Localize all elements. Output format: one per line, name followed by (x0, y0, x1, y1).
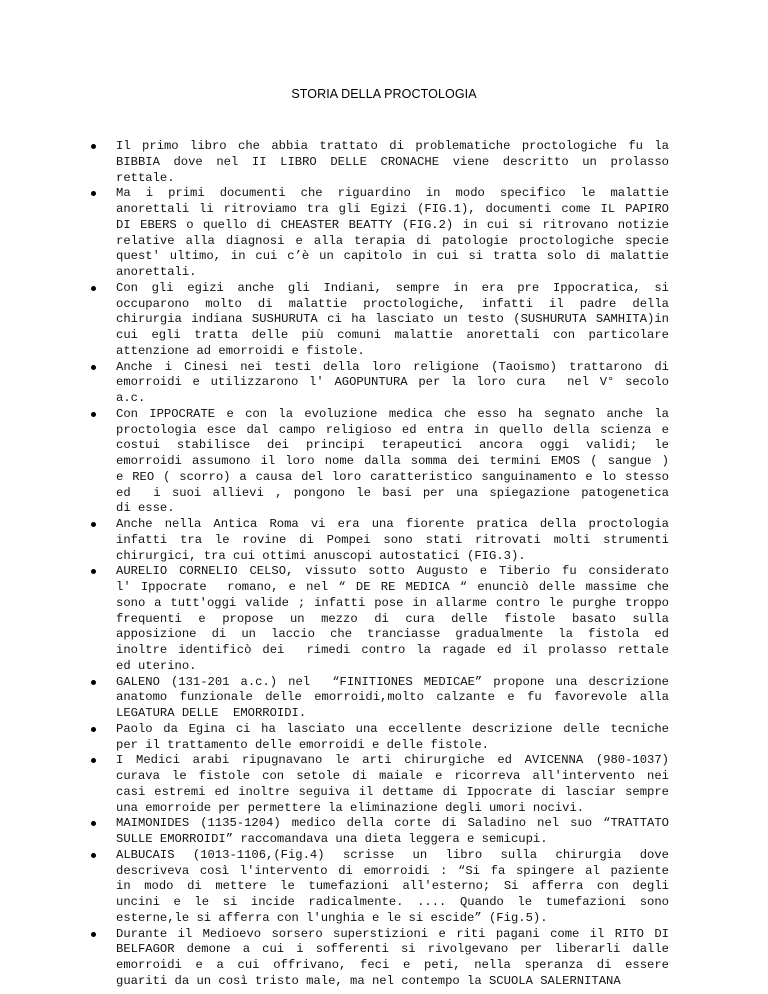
list-item (0, 816, 768, 848)
list-item (0, 722, 768, 754)
text-line: descriveva così l'intervento di emorroidi : “Si fa spingere al paziente (116, 863, 669, 878)
text-line: chirurgici, tra cui ottimi anuscopi autostatici (FIG.3). (116, 548, 526, 563)
bullet-icon (91, 727, 96, 732)
text-line: infatti tra le rovine di Pompei sono stati ritrovati molti strumenti (116, 532, 669, 547)
text-line: relative alla diagnosi e alla terapia di patologie proctologiche specie (116, 233, 669, 248)
text-line: esterne,le si afferra con l'unghia e le si escide” (Fig.5). (116, 910, 548, 925)
text-line: per il trattamento delle emorroidi e delle fistole. (116, 737, 489, 752)
text-line: rettale. (116, 170, 175, 185)
text-line: Paolo da Egina ci ha lasciato una eccellente descrizione delle tecniche (116, 721, 669, 736)
text-line: BELFAGOR demone a cui i sofferenti si rivolgevano per liberarli dalle (116, 942, 669, 957)
text-line: GALENO (131-201 a.c.) nel “FINITIONES MEDICAE” propone una descrizione (116, 674, 669, 689)
text-line: Con gli egizi anche gli Indiani, sempre in era pre Ippocratica, si (116, 280, 669, 295)
text-line: uncini e le si incide radicalmente. .... Quando le tumefazioni sono (116, 895, 669, 909)
list-item (0, 753, 768, 816)
text-line: ed i suoi allievi , pongono le basi per una spiegazione patogenetica (116, 485, 669, 500)
bullet-icon (91, 932, 96, 937)
text-line: I Medici arabi ripugnavano le arti chirurgiche ed AVICENNA (980-1037) (116, 753, 669, 768)
text-line: AURELIO CORNELIO CELSO, vissuto sotto Augusto e Tiberio fu considerato (116, 564, 669, 579)
bullet-icon (91, 286, 96, 291)
text-line: BIBBIA dove nel II LIBRO DELLE CRONACHE viene descritto un prolasso (116, 154, 669, 169)
list-item (0, 407, 768, 517)
document-title: STORIA DELLA PROCTOLOGIA (291, 87, 477, 101)
text-line: anatomo funzionale delle emorroidi,molto calzante e fu favorevole alla (116, 690, 669, 705)
text-line: proctologia esce dal campo religioso ed entra in quello della scienza e (116, 422, 669, 437)
text-line: l' Ippocrate romano, e nel “ DE RE MEDICA “ enunciò delle massime che (116, 580, 669, 594)
text-line: inoltre identificò dei rimedi contro la ragade ed il prolasso rettale (116, 643, 669, 657)
text-line: Anche nella Antica Roma vi era una fiorente pratica della proctologia (116, 517, 669, 531)
text-line: ed uterino. (116, 658, 197, 673)
text-line: a.c. (116, 391, 146, 405)
text-line: costui stabilisce dei principi terapeutici ancora oggi validi; le (116, 438, 669, 453)
bullet-icon (91, 758, 96, 763)
bullet-icon (91, 412, 96, 417)
list-item (0, 675, 768, 722)
text-line: Il primo libro che abbia trattato di problematiche proctologiche fu la (116, 139, 669, 153)
text-line: Anche i Cinesi nei testi della loro religione (Taoismo) trattarono di (116, 359, 669, 374)
list-item (0, 927, 768, 990)
bullet-icon (91, 191, 96, 196)
text-line: attenzione ad emorroidi e fistole. (116, 343, 365, 358)
text-line: MAIMONIDES (1135-1204) medico della corte di Saladino nel suo “TRATTATO (116, 816, 669, 831)
text-line: sono a tutt'oggi valide ; infatti pose in allarme contro le purghe troppo (116, 595, 669, 610)
list-item (0, 564, 768, 674)
text-line: DI EBERS o quello di CHEASTER BEATTY (FIG.2) in cui si ritrovano notizie (116, 217, 669, 232)
text-line: casi estremi ed inoltre seguiva il dettame di Ippocrate di lasciar sempre (116, 784, 669, 799)
bullet-icon (91, 144, 96, 149)
text-line: frequenti e propose un mezzo di cura delle fistole basato sulla (116, 611, 669, 626)
text-line: chirurgia indiana SUSHURUTA ci ha lasciato un testo (SUSHURUTA SAMHITA)in (116, 312, 669, 327)
text-line: emorroidi e utilizzarono l' AGOPUNTURA per la loro cura nel V° secolo (116, 375, 669, 390)
list-item (0, 281, 768, 360)
text-line: di esse. (116, 501, 175, 516)
text-line: cui egli tratta delle più comuni malattie anorettali con particolare (116, 328, 669, 342)
bullet-icon (91, 365, 96, 370)
text-line: e REO ( scorro) a causa del loro caratteristico sanguinamento e lo stesso (116, 469, 669, 484)
text-line: occuparono molto di malattie proctologiche, infatti il padre della (116, 296, 669, 311)
text-line: Con IPPOCRATE e con la evoluzione medica che esso ha segnato anche la (116, 406, 669, 421)
list-item (0, 360, 768, 407)
text-line: emorroidi e a cui offrivano, feci e peti, nella speranza di essere (116, 958, 669, 972)
list-item (0, 139, 768, 186)
list-item (0, 848, 768, 927)
paragraph-list (0, 139, 768, 990)
text-line: guariti da un così tristo male, ma nel contempo la SCUOLA SALERNITANA (116, 973, 621, 988)
text-line: anorettali. (116, 265, 197, 279)
text-line: apposizione di un laccio che tranciasse gradualmente la fistola ed (116, 627, 669, 642)
text-line: Durante il Medioevo sorsero superstizioni e riti pagani come il RITO DI (116, 926, 669, 941)
text-line: una emorroide per permettere la eliminazione degli umori nocivi. (116, 800, 585, 815)
text-line: quest' ultimo, in cui c’è un capitolo in cui si tratta solo di malattie (116, 249, 669, 264)
text-line: SULLE EMORROIDI” raccomandava una dieta leggera e semicupi. (116, 832, 548, 846)
list-item (0, 517, 768, 564)
bullet-icon (91, 821, 96, 826)
bullet-icon (91, 680, 96, 685)
text-line: anorettali li ritroviamo tra gli Egizi (FIG.1), documenti come IL PAPIRO (116, 202, 669, 216)
bullet-icon (91, 569, 96, 574)
text-line: ALBUCAIS (1013-1106,(Fig.4) scrisse un libro sulla chirurgia dove (116, 847, 669, 862)
list-item (0, 186, 768, 281)
text-line: emorroidi assumono il loro nome dalla somma dei termini EMOS ( sangue ) (116, 454, 669, 468)
bullet-icon (91, 522, 96, 527)
text-line: LEGATURA DELLE EMORROIDI. (116, 706, 307, 720)
text-line: curava le fistole con setole di maiale e ricorreva all'intervento nei (116, 769, 669, 783)
bullet-icon (91, 853, 96, 858)
text-line: Ma i primi documenti che riguardino in modo specifico le malattie (116, 186, 669, 201)
text-line: in modo di mettere le tumefazioni all'esterno; Si afferra con degli (116, 879, 669, 894)
